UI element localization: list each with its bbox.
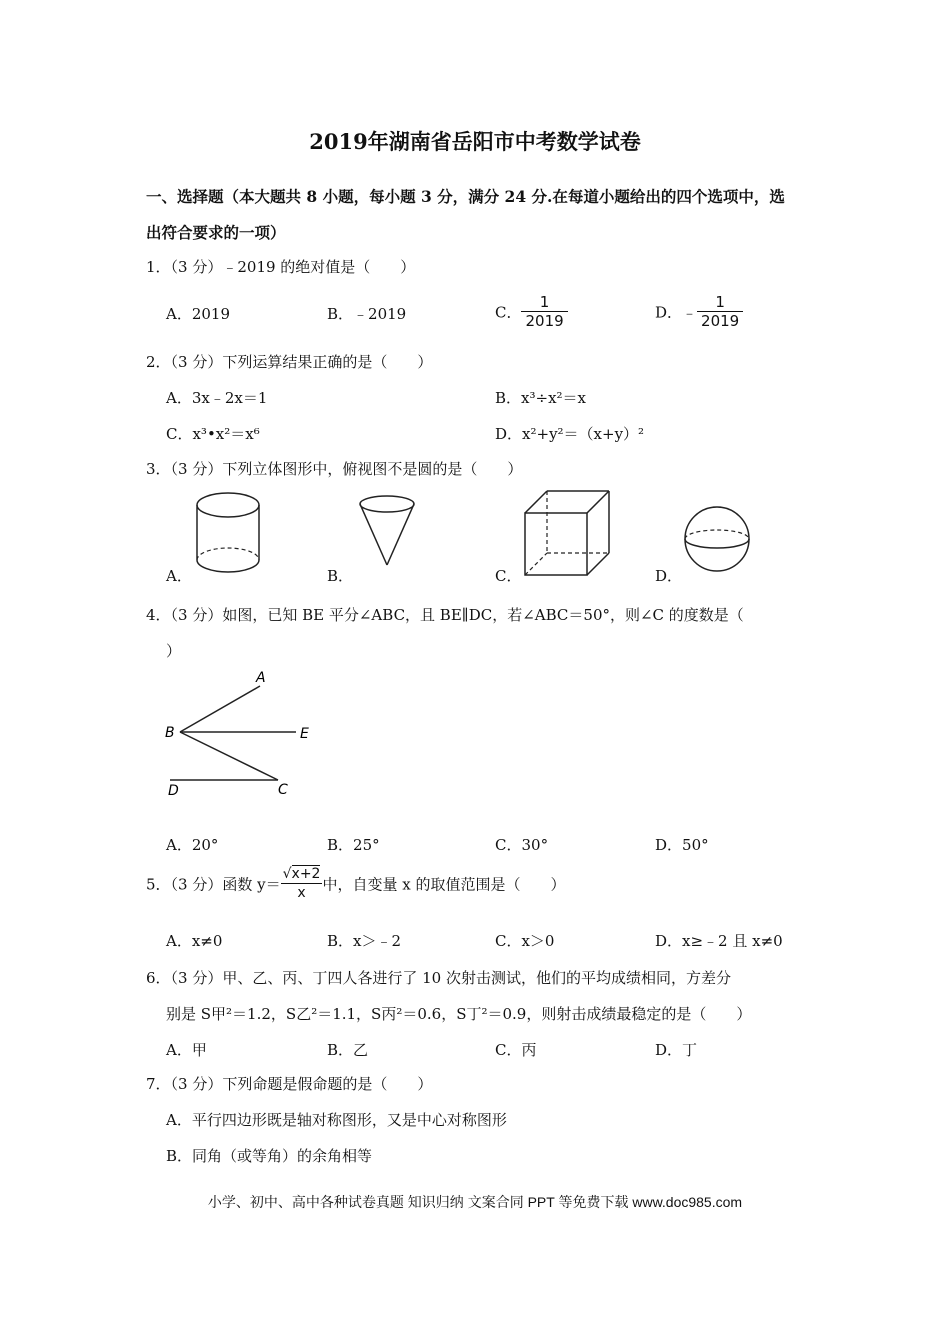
q1-c-numerator: 1 bbox=[521, 294, 567, 312]
q1-option-c-label: C． bbox=[495, 303, 522, 322]
label-e: E bbox=[300, 726, 309, 742]
label-b: B bbox=[165, 725, 175, 741]
q6-option-b: B．乙 bbox=[327, 1041, 369, 1059]
q1-stem: 1．（3 分）﹣2019 的绝对值是（ ） bbox=[146, 258, 416, 276]
q4-stem: 4．（3 分）如图，已知 BE 平分∠ABC，且 BE∥DC，若∠ABC＝50°，则∠C 的度数是（ bbox=[146, 606, 744, 624]
q5-stem-pre: 5．（3 分）函数 y＝ bbox=[146, 875, 281, 894]
q1-d-numerator: 1 bbox=[697, 294, 743, 312]
q1-option-d-fraction bbox=[697, 294, 743, 330]
q6-option-a: A．甲 bbox=[166, 1041, 207, 1059]
q4-option-d: D．50° bbox=[655, 836, 709, 854]
q5-radicand: x+2 bbox=[291, 866, 321, 882]
q7-stem: 7．（3 分）下列命题是假命题的是（ ） bbox=[146, 1075, 433, 1093]
label-d: D bbox=[168, 783, 179, 799]
cylinder-figure bbox=[190, 488, 270, 578]
q3-option-b: B． bbox=[327, 567, 354, 585]
q1-d-denominator: 2019 bbox=[701, 312, 740, 330]
sphere-figure bbox=[683, 505, 753, 575]
q6-stem-line1: 6．（3 分）甲、乙、丙、丁四人各进行了 10 次射击测试，他们的平均成绩相同，方差分 bbox=[146, 969, 731, 987]
sqrt-icon: √ bbox=[282, 866, 292, 882]
q6-stem-line2: 别是 S甲²＝1.2，S乙²＝1.1，S丙²＝0.6，S丁²＝0.9，则射击成绩最稳定的是（ ） bbox=[166, 1005, 752, 1023]
q5-function-fraction bbox=[281, 866, 323, 902]
q3-stem: 3．（3 分）下列立体图形中，俯视图不是圆的是（ ） bbox=[146, 460, 523, 478]
q2-option-b: B．x³÷x²＝x bbox=[495, 389, 586, 407]
q6-option-d: D．丁 bbox=[655, 1041, 698, 1059]
q5-option-c: C．x＞0 bbox=[495, 932, 555, 950]
label-a: A bbox=[256, 670, 266, 686]
q1-option-c-fraction bbox=[521, 294, 567, 330]
q4-option-b: B．25° bbox=[327, 836, 380, 854]
q2-option-c: C．x³•x²＝x⁶ bbox=[166, 425, 260, 443]
q4-stem-close: ） bbox=[166, 642, 182, 660]
q5-option-b: B．x＞﹣2 bbox=[327, 932, 402, 950]
q4-option-c: C．30° bbox=[495, 836, 549, 854]
q4-option-a: A．20° bbox=[166, 836, 219, 854]
q5-stem bbox=[146, 866, 565, 902]
q7-option-a: A．平行四边形既是轴对称图形，又是中心对称图形 bbox=[166, 1111, 507, 1129]
q2-stem: 2．（3 分）下列运算结果正确的是（ ） bbox=[146, 353, 433, 371]
q1-option-d-label: D．﹣ bbox=[655, 303, 698, 322]
section-heading-line1: 一、选择题（本大题共 8 小题，每小题 3 分，满分 24 分.在每道小题给出的四个选项中，选 bbox=[146, 187, 785, 206]
footer-text[interactable]: 小学、初中、高中各种试卷真题 知识归纳 文案合同 PPT 等免费下载 www.doc985.com bbox=[207, 1194, 743, 1210]
cube-figure bbox=[522, 488, 612, 578]
q5-numerator bbox=[281, 866, 323, 884]
q5-option-d: D．x≥﹣2 且 x≠0 bbox=[655, 932, 783, 950]
cone-figure bbox=[355, 493, 425, 573]
q7-option-b: B．同角（或等角）的余角相等 bbox=[166, 1147, 373, 1165]
q3-option-c: C． bbox=[495, 567, 522, 585]
q5-option-a: A．x≠0 bbox=[166, 932, 223, 950]
section-heading-line2: 出符合要求的一项） bbox=[146, 223, 286, 242]
q3-option-a: A． bbox=[166, 567, 192, 585]
label-c: C bbox=[278, 782, 288, 798]
q1-option-c bbox=[495, 294, 568, 330]
q3-option-d: D． bbox=[655, 567, 683, 585]
q1-c-denominator: 2019 bbox=[525, 312, 564, 330]
q5-denominator: x bbox=[297, 885, 306, 901]
angle-diagram bbox=[160, 665, 330, 805]
q5-stem-post: 中，自变量 x 的取值范围是（ ） bbox=[322, 875, 566, 894]
q2-option-d: D．x²+y²＝（x+y）² bbox=[495, 425, 645, 443]
q2-option-a: A．3x﹣2x＝1 bbox=[166, 389, 268, 407]
q1-option-d bbox=[655, 294, 743, 330]
page-title: 2019年湖南省岳阳市中考数学试卷 bbox=[309, 129, 641, 154]
q1-option-b: B．﹣2019 bbox=[327, 305, 407, 323]
q1-option-a: A．2019 bbox=[166, 305, 231, 323]
q6-option-c: C．丙 bbox=[495, 1041, 537, 1059]
